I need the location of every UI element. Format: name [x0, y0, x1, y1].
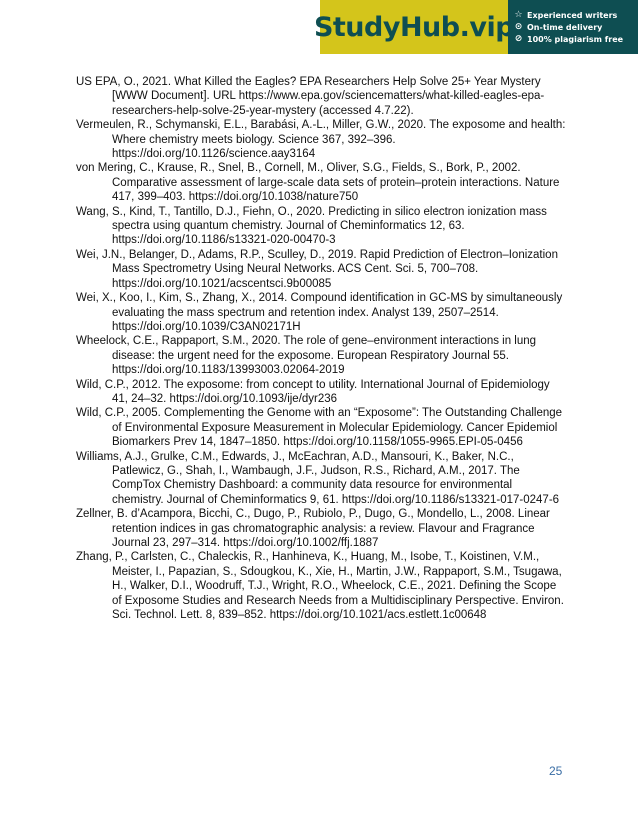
feature-list: [508, 0, 638, 54]
reference-entry: Wang, S., Kind, T., Tantillo, D.J., Fiehn, O., 2020. Predicting in silico electron ionization mass spectra using quantum chemistry. Journal of Cheminformatics 12, 63. https://doi.org/10.1186/s13321-020-00470-3: [76, 205, 547, 247]
brand-logo[interactable]: StudyHub.vip: [320, 0, 508, 54]
studyhub-banner[interactable]: [313, 0, 638, 54]
star-icon: ☆: [514, 9, 523, 20]
reference-entry: Wei, X., Koo, I., Kim, S., Zhang, X., 2014. Compound identification in GC-MS by simultaneously evaluating the mass spectrum and retention index. Analyst 139, 2507–2514. https://doi.org/10.1039/C3AN02171H: [76, 292, 563, 333]
reference-list: [76, 75, 566, 622]
feature-label: On-time delivery: [527, 22, 603, 32]
reference-entry: Zellner, B. d’Acampora, Bicchi, C., Dugo, P., Rubiolo, P., Dugo, G., Mondello, L., 2008. Linear retention indices in gas chromatographic analysis: a review. Flavour and Fragrance Journal 23, 297–314. https://doi.org/10.1002/ffj.1887: [76, 508, 550, 549]
reference-entry: Zhang, P., Carlsten, C., Chaleckis, R., Hanhineva, K., Huang, M., Isobe, T., Koistinen, V.M., Meister, I., Papazian, S., Sdougkou, K., Xie, H., Martin, J.W., Rappaport, S.M., Tsugawa, H., Walker, D.I., Woodruff, T.J., Wright, R.O., Wheelock, C.E., 2021. Defining the Scope of Exposome Studies and Research Needs from a Multidisciplinary Perspective. Environ. Sci. Technol. Lett. 8, 839–852. https://doi.org/10.1021/acs.estlett.1c00648: [76, 551, 564, 622]
page-number: 25: [549, 764, 563, 778]
feature-experienced-writers: [514, 11, 638, 20]
shield-icon: ⊘: [514, 33, 523, 44]
reference-entry: Wild, C.P., 2012. The exposome: from concept to utility. International Journal of Epidemiology 41, 24–32. https://doi.org/10.1093/ije/dyr236: [76, 378, 550, 405]
reference-entry: US EPA, O., 2021. What Killed the Eagles? EPA Researchers Help Solve 25+ Year Mystery [WWW Document]. URL https://www.epa.gov/sciencematters/what-killed-eagles-epa-researchers-help-solve-25-year-mystery (accessed 4.7.22).: [76, 76, 545, 117]
feature-plagiarism-free: [514, 35, 638, 44]
reference-entry: von Mering, C., Krause, R., Snel, B., Cornell, M., Oliver, S.G., Fields, S., Bork, P., 2002. Comparative assessment of large-scale data sets of protein–protein interactions. Nature 417, 399–403. https://doi.org/10.1038/nature750: [76, 162, 560, 204]
reference-entry: Wei, J.N., Belanger, D., Adams, R.P., Sculley, D., 2019. Rapid Prediction of Electron–Ionization Mass Spectrometry Using Neural Networks. ACS Cent. Sci. 5, 700–708. https://doi.org/10.1021/acscentsci.9b00085: [76, 248, 558, 290]
clock-icon: ⊙: [514, 21, 523, 32]
reference-entry: Vermeulen, R., Schymanski, E.L., Barabási, A.-L., Miller, G.W., 2020. The exposome and health: Where chemistry meets biology. Science 367, 392–396. https://doi.org/10.1126/science.aay3164: [76, 119, 566, 161]
feature-label: 100% plagiarism free: [527, 34, 624, 44]
feature-label: Experienced writers: [527, 10, 618, 20]
reference-entry: Williams, A.J., Grulke, C.M., Edwards, J., McEachran, A.D., Mansouri, K., Baker, N.C., Patlewicz, G., Shah, I., Wambaugh, J.F., Judson, R.S., Richard, A.M., 2017. The CompTox Chemistry Dashboard: a community data resource for environmental chemistry. Journal of Cheminformatics 9, 61. https://doi.org/10.1186/s13321-017-0247-6: [76, 450, 560, 506]
reference-entry: Wild, C.P., 2005. Complementing the Genome with an “Exposome”: The Outstanding Challenge of Environmental Exposure Measurement in Molecular Epidemiology. Cancer Epidemiol Biomarkers Prev 14, 1847–1850. https://doi.org/10.1158/1055-9965.EPI-05-0456: [76, 407, 563, 449]
feature-on-time-delivery: [514, 23, 638, 32]
reference-entry: Wheelock, C.E., Rappaport, S.M., 2020. The role of gene–environment interactions in lung disease: the urgent need for the exposome. European Respiratory Journal 55. https://doi.org/10.1183/13993003.02064-2019: [76, 335, 537, 377]
